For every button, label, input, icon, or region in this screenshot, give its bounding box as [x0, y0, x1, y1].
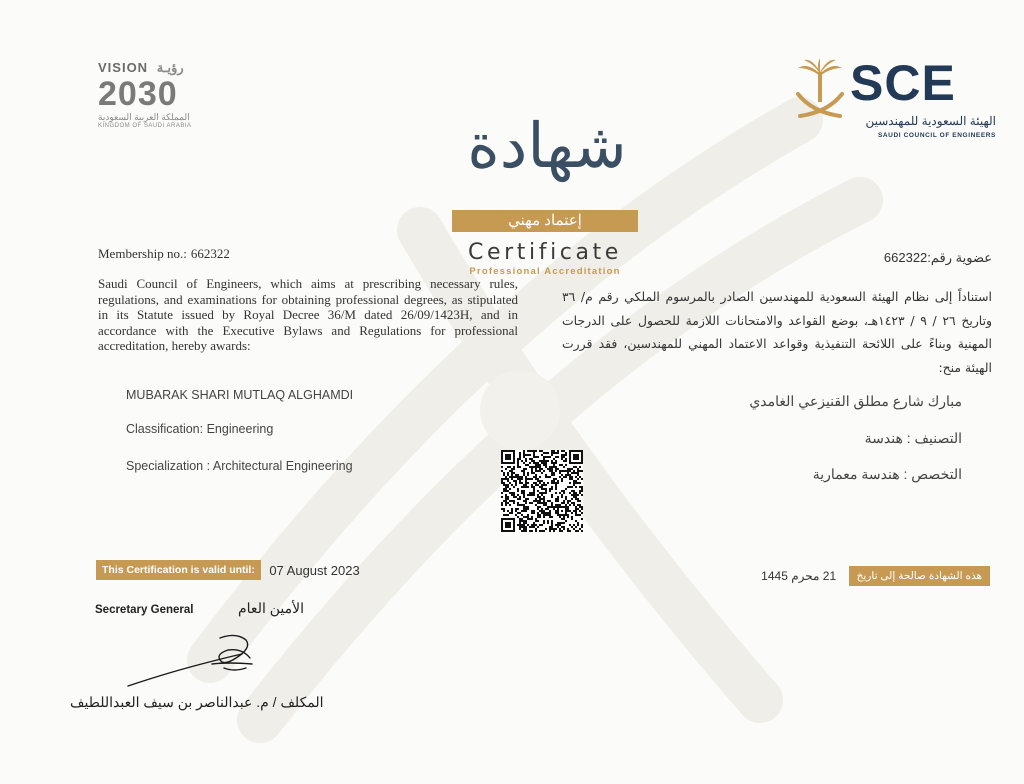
membership-label-en: Membership no.: [98, 246, 187, 261]
vision-kingdom-ar: المملكة العربية السعودية [98, 112, 190, 122]
sce-logo [792, 52, 1002, 148]
validity-en [96, 560, 360, 582]
qr-code-icon[interactable] [501, 450, 583, 532]
certificate-subtitle: Professional Accreditation [469, 266, 621, 277]
sce-name-en: SAUDI COUNCIL OF ENGINEERS [877, 132, 996, 139]
intro-text-ar: استناداً إلى نظام الهيئة السعودية للمهندسين الصادر بالمرسوم الملكي رقم م/ ٣٦ وتاريخ ٢٦ / ٩ / ١٤٢٣هـ، بوضع القواعد والامتحانات اللازمة للحصول على الدرجات المهنية وبناءً على اللائحة التنفيذية وقواعد الاعتماد المهني للمهندسين، فقد قررت الهيئة منح: [562, 289, 993, 375]
specialization-en: Specialization : Architectural Engineering [126, 459, 353, 473]
secretary-general-title-en: Secretary General [95, 604, 194, 616]
specialization-ar: التخصص : هندسة معمارية [812, 466, 962, 482]
palm-swords-icon [792, 58, 848, 118]
awardee-name-ar: مبارك شارع مطلق القنيزعي الغامدي [749, 393, 962, 409]
validity-date-ar: 21 محرم 1445 [761, 569, 837, 583]
secretary-general-title-ar: الأمين العام [238, 600, 304, 616]
sce-name-ar: الهيئة السعودية للمهندسين [865, 114, 996, 128]
title-calligraphy [462, 96, 632, 206]
vision-label-ar: رؤيـة [156, 60, 184, 75]
vision-kingdom-en: KINGDOM OF SAUDI ARABIA [98, 123, 192, 129]
validity-label-ar: هذه الشهادة صالحة إلى تاريخ [849, 566, 990, 586]
validity-label-en: This Certification is valid until: [96, 560, 261, 580]
vision-2030-logo [98, 60, 218, 140]
awardee-name-en: MUBARAK SHARI MUTLAQ ALGHAMDI [126, 388, 354, 402]
membership-label-ar: عضوية رقم: [927, 250, 992, 265]
classification-en: Classification: Engineering [126, 422, 274, 436]
signer-name-ar: المكلف / م. عبدالناصر بن سيف العبداللطيف [70, 694, 324, 710]
vision-label-en: VISION [98, 60, 149, 75]
validity-date-en: 07 August 2023 [269, 562, 360, 578]
membership-number-en: 662322 [190, 246, 230, 261]
membership-ar [884, 250, 992, 266]
vision-year: 2030 [98, 75, 178, 113]
intro-text-en: Saudi Council of Engineers, which aims at prescribing necessary rules, regulations, and examinations for obtaining professional degrees, as stipulated in its Statute issued by Royal Decree 36/M dated 26/09/1423H, and in accordance with the Executive Bylaws and Regulations for professional accreditation, hereby awards: [98, 276, 518, 354]
handwritten-signature [124, 628, 264, 690]
membership-number-ar: 662322 [883, 250, 928, 265]
certificate-title: Certificate [468, 240, 622, 265]
classification-ar: التصنيف : هندسة [864, 430, 962, 446]
accreditation-band-ar: إعتماد مهني [452, 210, 638, 232]
membership-en [98, 246, 230, 262]
title-calligraphy-ar: شهادة [467, 109, 627, 182]
validity-ar [761, 566, 990, 588]
sce-abbr: SCE [850, 55, 956, 111]
